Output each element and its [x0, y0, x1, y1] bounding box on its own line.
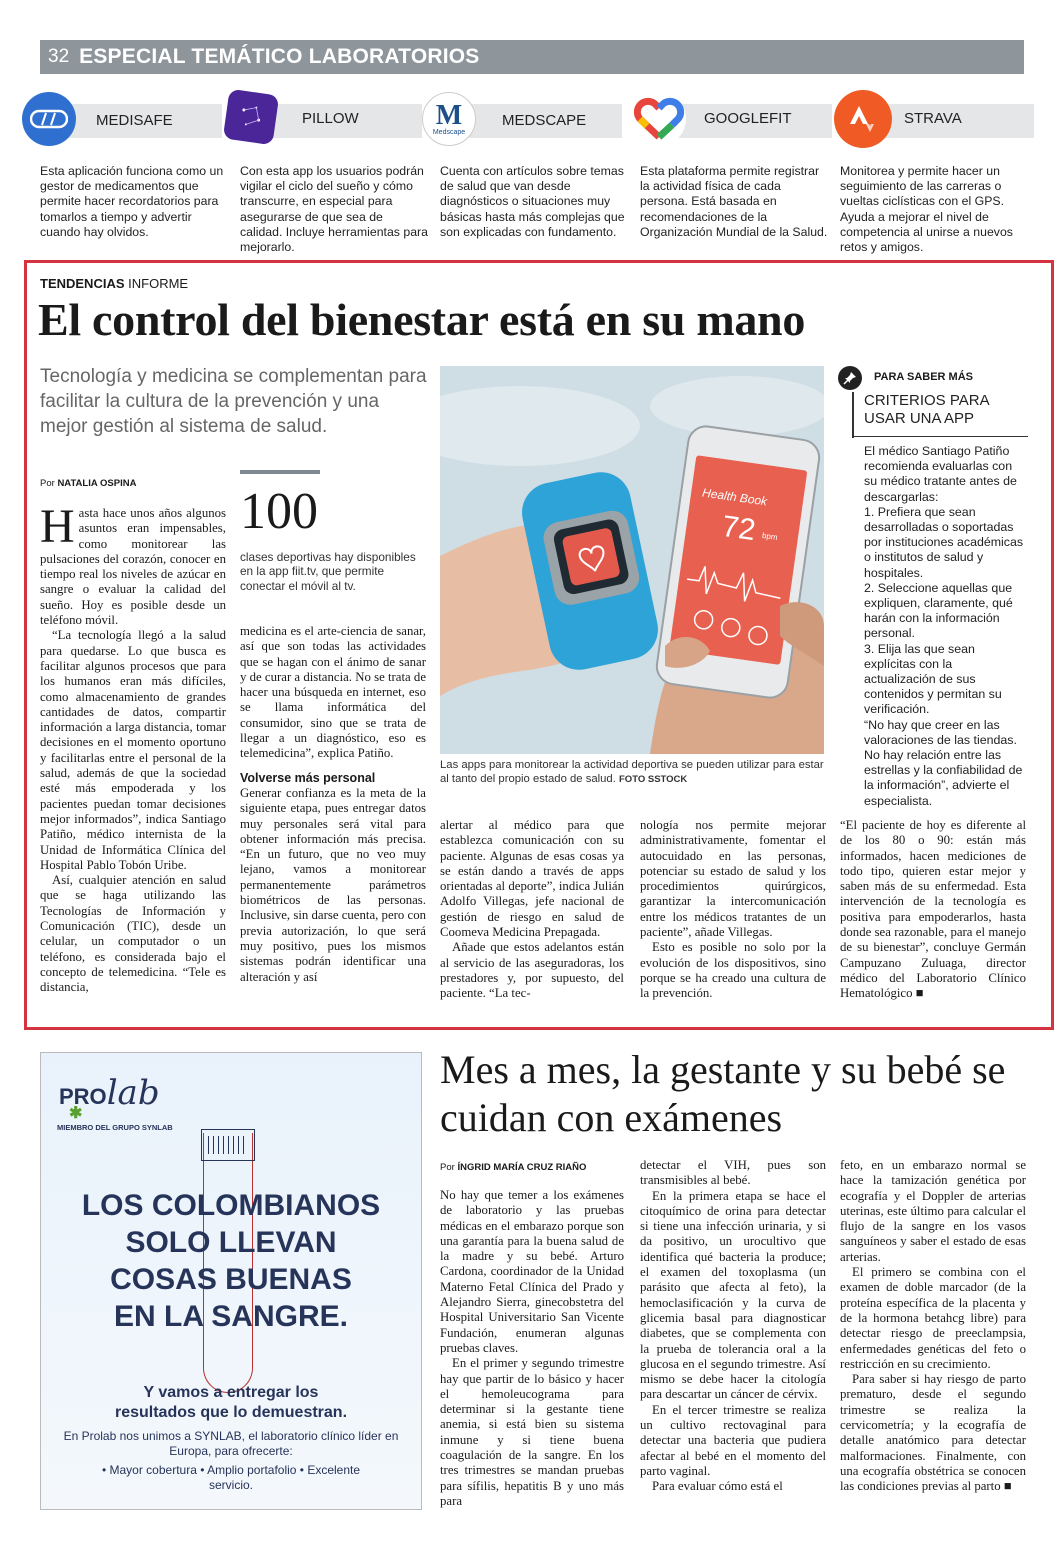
app-name: GOOGLEFIT — [704, 110, 792, 127]
synlab-group-text: MIEMBRO DEL GRUPO SYNLAB — [57, 1123, 173, 1132]
article-headline: El control del bienestar está en su mano — [38, 294, 806, 345]
pin-icon — [838, 366, 862, 390]
sidebar-title: CRITERIOS PARA USAR UNA APP — [864, 392, 989, 427]
page-number: 32 — [48, 46, 70, 67]
medisafe-icon — [22, 92, 76, 146]
pillow-icon — [223, 89, 279, 145]
prolab-logo: PROlab ✱ — [59, 1073, 160, 1122]
app-description: Con esta app los usuarios podrán vigilar el ciclo del sueño y cómo transcurre, en especial para asegurarse de que sea de calidad. Incluye herramientas para mejorarlo. — [240, 164, 428, 255]
stat-number: 100 — [240, 483, 318, 540]
app-description: Monitorea y permite hacer un seguimiento de las carreras o vueltas ciclísticas con el GPS. Ayuda a mejorar el nivel de competencia al unirse a nuevos retos y amigos. — [840, 164, 1013, 255]
article2-headline: Mes a mes, la gestante y su bebé se cuidan con exámenes — [440, 1047, 1006, 1140]
app-description: Esta aplicación funciona como un gestor de medicamentos que permite hacer recordatorios para tomarlos a tiempo y advertir cuando hay olvidos. — [40, 164, 224, 239]
article-column-5: “El paciente de hoy es diferente al de los 80 o 90: están más informados, hacen mediciones de todo tipo, quieren estar mejor y saben más de su enfermedad. Esta intervención de la tecnología es positiva para empoderarlos, hasta donde sea razonable, para el manejo de su bienestar”, concluye Germán Campuzano Zuluaga, director médico del Laboratorio Clínico Hematológico ■ — [840, 818, 1026, 1001]
section-title: ESPECIAL TEMÁTICO LABORATORIOS — [79, 45, 480, 68]
article2-column-2: detectar el VIH, pues son transmisibles al bebé. En la primera etapa se hace el citoquímico de orina para detectar si tiene una infección urinaria, y si da positivo, un urocultivo que identifica qué bacteria la produce; el examen del toxoplasma (un parásito que afecta al feto), la hemoclasificación y la curva de glicemia basal para diagnosticar diabetes, que se complementa con la prueba de tolerancia oral a la glucosa en el segundo trimestre. Así mismo se debe hacer la citología para descartar un cáncer de cérvix. En el tercer trimestre se realiza un cultivo rectovaginal para detectar una bacteria que pudiera afectar al bebé en el momento del parto vaginal. Para evaluar cómo está el — [640, 1158, 826, 1494]
sidebar-item: 3. Elija las que sean explícitas con la actualización de sus contenidos y permitan su verificación. — [864, 641, 1002, 717]
ad-body: En Prolab nos unimos a SYNLAB, el laboratorio clínico líder en Europa, para ofrecerte: — [63, 1429, 399, 1458]
article-subhead: Volverse más personal — [240, 770, 376, 785]
article-byline: Por NATALIA OSPINA — [40, 478, 137, 489]
article-paragraph: “La tecnología llegó a la salud para quedarse. Lo que busca es facilitar algunos procesos que para los humanos eran más difíciles, como almacenamiento de grandes cantidades de datos, compartir información a larga distancia, tomar decisiones en el momento oportuno y facilitarlas entre el personal de la salud, además de que la sociedad esté más empoderada y los pacientes puedan tomar decisiones mejor informados”, indica Santiago Patiño, médico internista de la Unidad de Informática Clínica del Hospital Pablo Tobón Uribe. — [40, 628, 226, 872]
ad-subline: Y vamos a entregar los resultados que lo demuestran. — [114, 1384, 348, 1421]
app-name: PILLOW — [302, 110, 359, 127]
prolab-advertisement — [40, 1052, 422, 1510]
section-header-bar — [40, 40, 1024, 74]
sidebar-body: El médico Santiago Patiño recomienda evaluarlas con su médico tratante antes de descargarlas: 1. Prefiera que sean desarrolladas o soportadas por instituciones académicas o institutos de salud y hospitales. 2. Seleccione aquellas que expliquen, claramente, qué harán con la información personal. 3. Elija las que sean explícitas con la actualización de sus contenidos y permitan su verificación. “No hay que creer en las valoraciones de las tiendas. No hay relación entre las estrellas y la confiabilidad de la información”, advierte el especialista. — [864, 444, 1024, 808]
phone-heart-rate-unit: bpm — [761, 530, 779, 543]
article2-byline: Por ÍNGRID MARÍA CRUZ RIAÑO — [440, 1162, 587, 1173]
article2-column-3: feto, en un embarazo normal se hace la tamización genética por ecografía y el Doppler de arterias uterinas, este último para calcular el flujo de la sangre en los vasos sanguíneos y saber el estado de esas arterias. El primero se combina con el examen de doble marcador (de la proteína específica de la placenta y de la hormona betahcg libre) para detectar riesgo de preeclampsia, enfermedades genéticas del feto o restricción en su crecimiento. Para saber si hay riesgo de parto prematuro, desde el segundo trimestre se realiza la cervicometría; y la ecografía de detalle anatómico para detectar malformaciones. Finalmente, con una ecografía obstétrica se conocen las condiciones previas al parto ■ — [840, 1158, 1026, 1494]
article-deck: Tecnología y medicina se complementan para facilitar la cultura de la prevención y una mejor gestión al sistema de salud. — [40, 366, 427, 437]
ad-bullets: • Mayor cobertura • Amplio portafolio • Excelente servicio. — [101, 1463, 361, 1492]
phone-app-title: Health Book — [701, 485, 769, 509]
sidebar-rule-horizontal — [852, 436, 1028, 437]
drop-cap: H — [40, 500, 75, 553]
article-column-2: medicina es el arte-ciencia de sanar, así que son todas las actividades que se hagan con el ánimo de sanar y de curar a distancia. No se trata de hacer una búsqueda en internet, eso se llama informática del consumidor, sino que se trata de llegar a un diagnóstico, eso es telemedicina”, explica Patiño. Volverse más personal Generar confianza es la meta de la siguiente etapa, pues entregar datos muy personales será vital para obtener información más precisa. “En un futuro, que no veo muy lejano, vamos a monitorear permanentemente parámetros biométricos de las personas. Inclusive, sin darse cuenta, pero con previa autorización, lo que será muy positivo, pues los mismos sistemas podrán identificar una alteración y así — [240, 624, 426, 984]
medscape-icon: M Medscape — [422, 92, 476, 146]
star-icon: ✱ — [69, 1105, 83, 1122]
stat-description: clases deportivas hay disponibles en la app fiit.tv, que permite conectar el móvil al tv. — [240, 550, 416, 593]
stat-rule — [240, 470, 320, 474]
ad-headline: LOS COLOMBIANOS SOLO LLEVAN COSAS BUENAS EN LA SANGRE. — [81, 1189, 381, 1333]
article-photo — [440, 366, 824, 754]
app-name: STRAVA — [904, 110, 962, 127]
app-description: Cuenta con artículos sobre temas de salud que van desde diagnósticos o situaciones muy básicas hasta más complejas que son explicadas con fundamento. — [440, 164, 625, 239]
sidebar-item: 1. Prefiera que sean desarrolladas o soportadas por instituciones académicas o institutos de salud y hospitales. — [864, 504, 1024, 580]
article-column-3: alertar al médico para que establezca comunicación con su paciente. Algunas de esas cosas ya se están dando a través de apps orientadas al deporte”, indica Julián Adolfo Villegas, jefe nacional de gestión de riesgo en salud de Coomeva Medicina Prepagada. Añade que estos adelantos están al servicio de las aseguradoras, los prestadores y, por supuesto, del paciente. “La tec- — [440, 818, 624, 1001]
strava-icon — [834, 90, 892, 148]
test-tube-cap — [201, 1129, 255, 1161]
article-column-4: nología nos permite mejorar administrativamente, fomentar el autocuidado en las personas, potenciar su estado de salud y los procedimientos quirúrgicos, garantizar la intercomunicación entre los médicos tratantes de un paciente”, añade Villegas. Esto es posible no solo por la evolución de los dispositivos, sino porque se ha creado una cultura de la prevención. — [640, 818, 826, 1001]
article2-column-1: No hay que temer a los exámenes de laboratorio y las pruebas médicas en el embarazo porque son una garantía para la buena salud de la madre y su bebé. Arturo Cardona, coordinador de la Unidad Materno Fetal Clínica del Prado y Alejandro Sierra, ginecobstetra del Hospital Universitario San Vicente Fundación, enumeran algunas pruebas claves. En el primer y segundo trimestre hay que partir de lo básico y hacer el hemoleucograma para determinar si la gestante tiene anemia, si está bien su sistema inmune y si tiene buena coagulación de la sangre. En los tres trimestres se mandan pruebas para sífilis, hepatitis B y uno más para — [440, 1188, 624, 1508]
article-paragraph: Así, cualquier atención en salud que se haga utilizando las Tecnologías de Información y Comunicación (TIC), desde un celular, un computador o un teléfono, es considerada bajo el concepto de telemedicina. “Tele es distancia, — [40, 873, 226, 995]
app-name: MEDISAFE — [96, 112, 173, 129]
googlefit-icon — [632, 92, 686, 146]
article-kicker: TENDENCIAS INFORME — [40, 276, 189, 291]
app-name: MEDSCAPE — [502, 112, 587, 129]
photo-credit: FOTO SSTOCK — [619, 774, 688, 785]
sidebar-label: PARA SABER MÁS — [874, 371, 974, 383]
sidebar-item: 2. Seleccione aquellas que expliquen, claramente, qué harán con la información personal. — [864, 580, 1013, 641]
photo-caption: Las apps para monitorear la actividad deportiva se pueden utilizar para estar al tanto del propio estado de salud. FOTO SSTOCK — [440, 759, 824, 785]
sidebar-quote: “No hay que creer en las valoraciones de las tiendas. No hay relación entre las estrellas y la confiabilidad de la información”, advierte el especialista. — [864, 717, 1023, 808]
app-description: Esta plataforma permite registrar la actividad física de cada persona. Está basada en recomendaciones de la Organización Mundial de la Salud. — [640, 164, 828, 239]
article-column-1: Hasta hace unos años algunos asuntos eran impensables, como monitorear las pulsaciones del corazón, conocer en tiempo real los niveles de azúcar en sangre o evaluar la calidad del sueño. Hoy es posible desde un teléfono móvil. “La tecnología llegó a la salud para quedarse. Lo que busca es facilitar algunos procesos que para los humanos eran más difíciles, como almacenamiento de grandes cantidades de datos, compartir información a larga distancia, tomar decisiones en el momento oportuno y facilitarlas entre el personal de la salud, además de que la sociedad esté más empoderada y los pacientes puedan tomar decisiones mejor informados”, indica Santiago Patiño, médico internista de la Unidad de Informática Clínica del Hospital Pablo Tobón Uribe. Así, cualquier atención en salud que se haga utilizando las Tecnologías de Información y Comunicación (TIC), desde un celular, un computador o un teléfono, es considerada bajo el concepto de telemedicina. “Tele es distancia, — [40, 500, 226, 995]
sidebar-rule-vertical — [852, 392, 854, 438]
phone-heart-rate: 72 — [719, 509, 758, 548]
